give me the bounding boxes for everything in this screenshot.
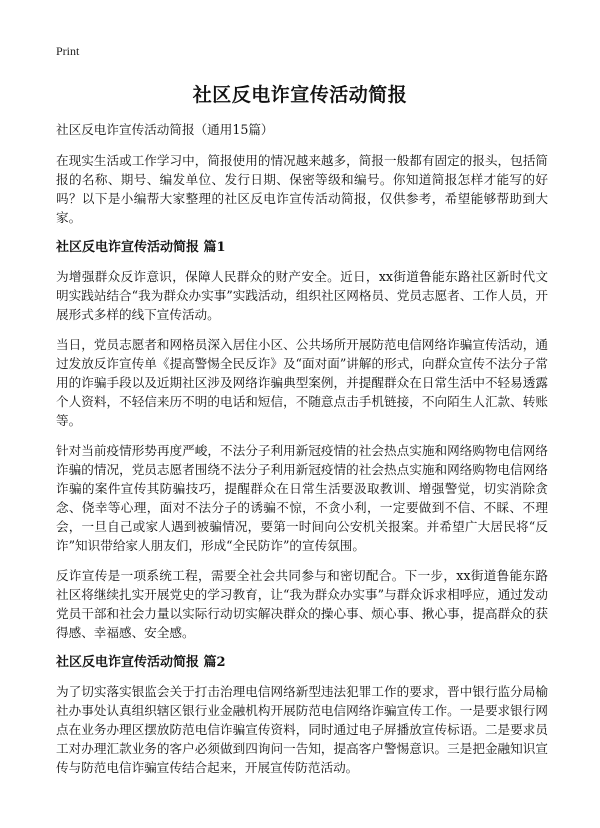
section-paragraph: 针对当前疫情形势再度严峻，不法分子利用新冠疫情的社会热点实施和网络购物电信网络诈骗的情况，党员志愿者围绕不法分子利用新冠疫情的社会热点实施和网络购物电信网络诈骗的案件宣传其防骗技巧，提醒群众在日常生活要汲取教训、增强警觉，切实消除贪念、侥幸等心理，面对不法分子的诱骗不惊，不贪小利，一定要做到不信、不睬、不理会，一旦自己或家人遇到被骗情况，要第一时间向公安机关报案。并希望广大居民将“反诈”知识带给家人朋友们，形成“全民防诈”的宣传氛围。	[56, 443, 548, 553]
section-paragraph: 反诈宣传是一项系统工程，需要全社会共同参与和密切配合。下一步，xx街道鲁能东路社区将继续扎实开展党史的学习教育，让“我为群众办实事”与群众诉求相呼应，通过发动党员干部和社会力量以实际行动切实解决群众的操心事、烦心事、揪心事，提高群众的获得感、幸福感、安全感。	[56, 568, 548, 640]
section-heading: 社区反电诈宣传活动简报 篇1	[56, 240, 226, 255]
document-subtitle: 社区反电诈宣传活动简报（通用15篇）	[56, 122, 274, 137]
print-link[interactable]: Print	[56, 44, 80, 58]
section-paragraph: 为增强群众反诈意识，保障人民群众的财产安全。近日，xx街道鲁能东路社区新时代文明实践站结合“我为群众办实事”实践活动，组织社区网格员、党员志愿者、工作人员，开展形式多样的线下宣传活动。	[56, 269, 548, 322]
document-title: 社区反电诈宣传活动简报	[192, 84, 408, 106]
section-paragraph: 当日，党员志愿者和网格员深入居住小区、公共场所开展防范电信网络诈骗宣传活动，通过发放反诈宣传单《提高警惕全民反诈》及“面对面”讲解的形式，向群众宣传不法分子常用的诈骗手段以及近期社区涉及网络诈骗典型案例，并提醒群众在日常生活中不轻易透露个人资料，不轻信来历不明的电话和短信，不随意点击手机链接，不向陌生人汇款、转账等。	[56, 337, 548, 428]
document-body	[56, 120, 548, 788]
section-paragraph: 为了切实落实银监会关于打击治理电信网络新型违法犯罪工作的要求，晋中银行监分局榆社办事处认真组织辖区银行业金融机构开展防范电信网络诈骗宣传工作。一是要求银行网点在业务办理区摆放防范电信诈骗宣传资料，同时通过电子屏播放宣传标语。二是要求员工对办理汇款业务的客户必须做到四询问一告知，提高客户警惕意识。三是把金融知识宣传与防范电信诈骗宣传结合起来，开展宣传防范活动。	[56, 684, 548, 775]
section-heading: 社区反电诈宣传活动简报 篇2	[56, 655, 226, 670]
intro-paragraph: 在现实生活或工作学习中，简报使用的情况越来越多，简报一般都有固定的报头，包括简报的名称、期号、编发单位、发行日期、保密等级和编号。你知道简报怎样才能写的好吗？以下是小编帮大家整理的社区反电诈宣传活动简报，仅供参考，希望能够帮助到大家。	[56, 153, 548, 225]
